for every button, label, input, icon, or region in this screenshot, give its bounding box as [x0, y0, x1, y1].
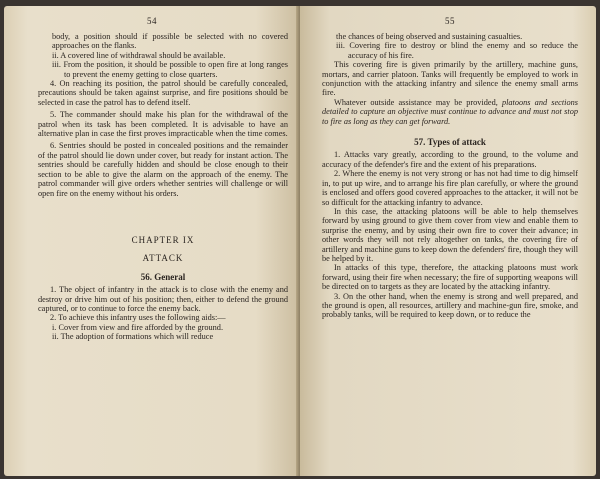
list-item: i. Cover from view and fire afforded by the ground.: [52, 322, 224, 332]
right-page-text: [322, 32, 578, 320]
paragraph: This covering fire is given primarily by the artillery, machine guns, mortars, and carrier platoon. Tanks will frequently be employed to work in conjunction with the attacking infantry and silence the enemy small arms fire.: [322, 60, 578, 98]
left-page: [4, 6, 300, 476]
paragraph: body, a position should if possible be selected with no covered approaches on the flanks.: [52, 32, 288, 51]
list-item: ii. A covered line of withdrawal should be available.: [52, 50, 226, 60]
paragraph: the chances of being observed and sustaining casualties.: [336, 32, 523, 41]
paragraph: 3. On the other hand, when the enemy is strong and well prepared, and the ground is open, all resources, artillery and machine-gun fire, smoke, and probably tanks, will be required to keep down, or to reduce the: [322, 291, 578, 320]
paragraph: 5. The commander should make his plan for the withdrawal of the patrol when its task has been completed. It is advisable to have an alternative plan in case the first proves impracticable when the time comes.: [38, 110, 288, 139]
section-heading: 57. Types of attack: [414, 137, 486, 148]
list-item: iii. Covering fire to destroy or blind the enemy and so reduce the accuracy of his fire.: [336, 41, 578, 60]
paragraph: In this case, the attacking platoons will be able to help themselves forward by using ground to give them cover from view and enable them to surprise the enemy, and by using their own fire to cover their advance; in other words they will not rely altogether on tanks, the covering fire of artillery and machine guns to keep down the defenders' fire, though they will be helped by it.: [322, 206, 578, 263]
paragraph: 4. On reaching its position, the patrol should be carefully concealed, precautions should be taken against surprise, and fire positions should be selected in case the patrol has to defend itself.: [38, 79, 288, 107]
paragraph: 2. Where the enemy is not very strong or has not had time to dig himself in, to put up wire, and to arrange his fire plan carefully, or where the ground is enclosed and offers good covered approaches to the attacker, it will not be so difficult for the attacking infantry to advance.: [322, 169, 578, 207]
paragraph: 1. Attacks vary greatly, according to the ground, to the volume and accuracy of the defender's fire and the extent of his preparations.: [322, 150, 578, 169]
paragraph: 2. To achieve this infantry uses the following aids:—: [50, 313, 226, 323]
paragraph: [322, 98, 578, 126]
left-page-text: [38, 32, 288, 342]
paragraph: 6. Sentries should be posted in concealed positions and the remainder of the patrol should lie down under cover, but ready for instant action. The sentries should be carefully hidden and should be close enough to their section to be able to give the alarm on the approach of the enemy. The patrol commander will give orders whether sentries will challenge or will open fire on the enemy without his orders.: [38, 141, 288, 198]
paragraph-text: Whatever outside assistance may be provided,: [334, 97, 502, 107]
paragraph: In attacks of this type, therefore, the attacking platoons must work forward, using their fire when necessary; the fire of supporting weapons will be directed on to targets as they are located by the attacking infantry.: [322, 263, 578, 292]
page-number: 54: [147, 16, 157, 26]
right-page: [300, 6, 596, 476]
chapter-number: CHAPTER IX: [131, 234, 195, 245]
section-heading: 56. General: [140, 271, 186, 282]
paragraph-italic-text: platoons and sections detailed to capture an objective must continue to advance and must not stop to fire as long as they can get forward.: [322, 97, 579, 126]
list-item: iii. From the position, it should be possible to open fire at long ranges to prevent the enemy getting to close quarters.: [52, 60, 288, 79]
chapter-title: ATTACK: [142, 253, 184, 264]
list-item: ii. The adoption of formations which will reduce: [52, 332, 214, 342]
page-number: 55: [445, 16, 455, 26]
paragraph: 1. The object of infantry in the attack is to close with the enemy and destroy or drive him out of his position; then, either to defend the ground captured, or to continue to force the enemy back.: [38, 285, 288, 313]
